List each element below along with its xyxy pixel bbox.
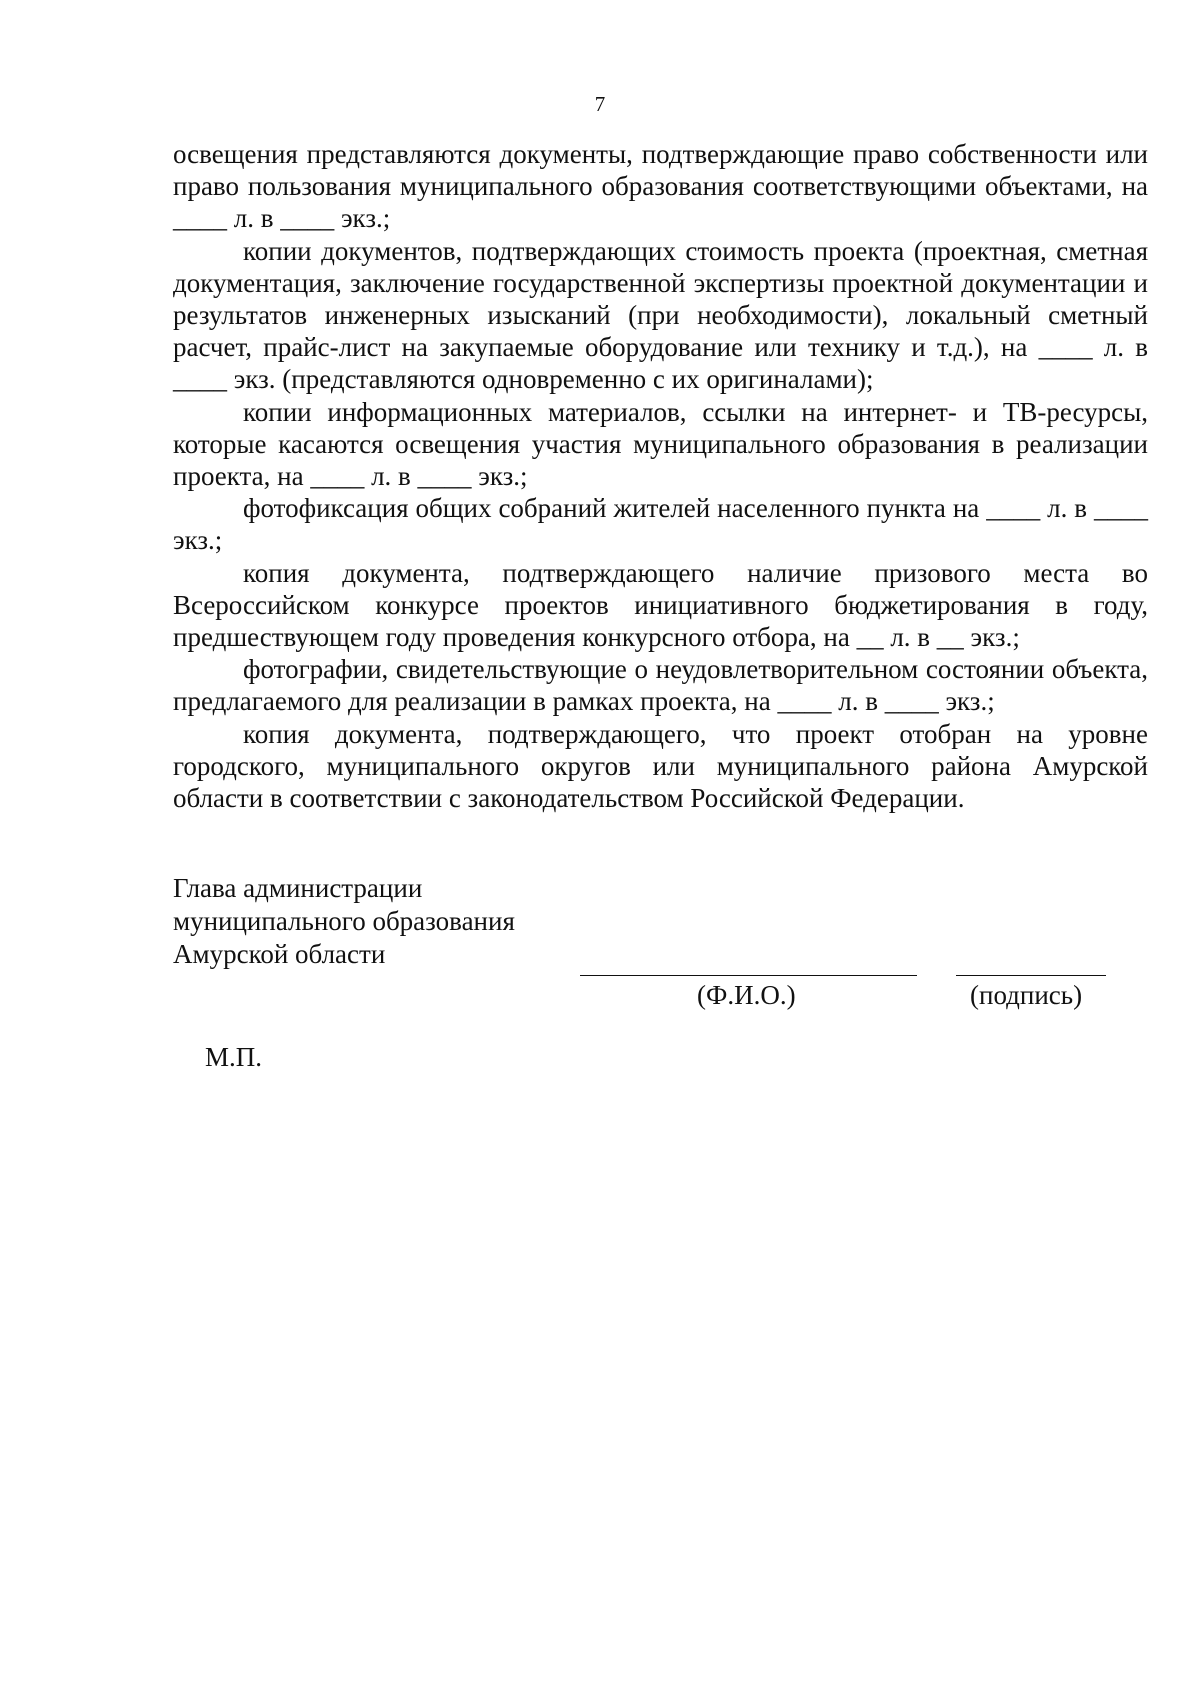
paragraph-prize-document: копия документа, подтверждающего наличие призового места во Всероссийском конкурсе проектов инициативного бюджетирования в году, предшествующем году проведения конкурсного отбора, на __ л. в __ экз.; [173, 557, 1148, 653]
paragraph-cost-documents: копии документов, подтверждающих стоимость проекта (проектная, сметная документация, заключение государственной экспертизы проектной документации и результатов инженерных изысканий (при необходимости), локальный сметный расчет, прайс-лист на закупаемые оборудование или технику и т.д.), на ____ л. в ____ экз. (представляются одновременно с их оригиналами); [173, 235, 1148, 395]
position-line-3: Амурской области [173, 939, 386, 969]
document-body [173, 138, 1148, 814]
paragraph-photo-meetings: фотофиксация общих собраний жителей населенного пункта на ____ л. в ____ экз.; [173, 493, 1148, 556]
signatory-position [173, 872, 515, 971]
paragraph-object-photos: фотографии, свидетельствующие о неудовлетворительном состоянии объекта, предлагаемого для реализации в рамках проекта, на ____ л. в ____ экз.; [173, 654, 1148, 717]
paragraph-info-materials: копии информационных материалов, ссылки на интернет- и ТВ-ресурсы, которые касаются освещения участия муниципального образования в реализации проекта, на ____ л. в ____ экз.; [173, 396, 1148, 492]
signature-caption: (подпись) [970, 980, 1083, 1010]
signature-blank-line [956, 975, 1106, 976]
position-line-1: Глава администрации [173, 873, 423, 903]
stamp-place-label: М.П. [205, 1042, 263, 1072]
fio-caption: (Ф.И.О.) [697, 980, 796, 1010]
page-number: 7 [594, 92, 606, 116]
position-line-2: муниципального образования [173, 906, 515, 936]
paragraph-selection-document: копия документа, подтверждающего, что проект отобран на уровне городского, муниципального округов или муниципального района Амурской области в соответствии с законодательством Российской Федерации. [173, 718, 1148, 814]
paragraph-continuation: освещения представляются документы, подтверждающие право собственности или право пользования муниципального образования соответствующими объектами, на ____ л. в ____ экз.; [173, 139, 1148, 234]
fio-blank-line [580, 975, 917, 976]
